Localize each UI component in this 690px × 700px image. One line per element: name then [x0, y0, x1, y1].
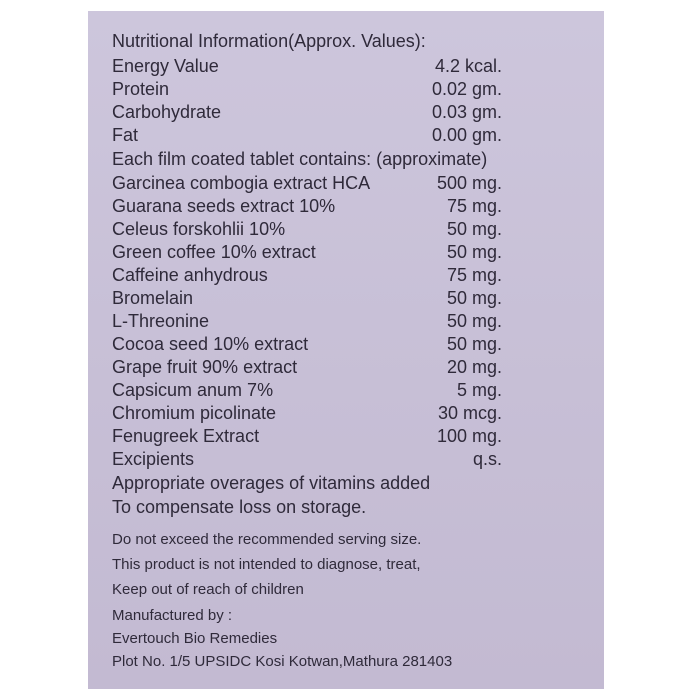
ingredient-name: Caffeine anhydrous	[112, 265, 268, 285]
ingredient-amount: 50 mg.	[446, 219, 502, 239]
ingredient-amount: 20 mg.	[446, 357, 502, 377]
ingredient-amount: 50 mg.	[446, 288, 502, 308]
ingredient-amount: 75 mg.	[446, 196, 502, 216]
nutrient-amount: 0.02 gm.	[431, 79, 502, 99]
ingredient-name: Celeus forskohlii 10%	[112, 219, 286, 239]
ingredient-name: L-Threonine	[112, 311, 210, 331]
nutrient-amount: 0.03 gm.	[431, 102, 502, 122]
warning-serving-size: Do not exceed the recommended serving size.	[112, 531, 422, 548]
manufacturer-name: Evertouch Bio Remedies	[112, 630, 278, 647]
ingredient-amount: 100 mg.	[436, 426, 502, 446]
ingredient-amount: 5 mg.	[456, 380, 502, 400]
nutrition-heading: Nutritional Information(Approx. Values):	[112, 31, 426, 51]
ingredient-amount: 50 mg.	[446, 334, 502, 354]
overages-note-line1: Appropriate overages of vitamins added	[112, 473, 431, 493]
ingredient-name: Fenugreek Extract	[112, 426, 260, 446]
warning-keep-away-children: Keep out of reach of children	[112, 581, 304, 598]
overages-note-line2: To compensate loss on storage.	[112, 497, 367, 517]
ingredient-name: Guarana seeds extract 10%	[112, 196, 336, 216]
manufacturer-label: Manufactured by :	[112, 607, 233, 624]
ingredient-name: Grape fruit 90% extract	[112, 357, 298, 377]
warning-not-diagnostic: This product is not intended to diagnose, treat,	[112, 556, 421, 573]
ingredient-name: Bromelain	[112, 288, 194, 308]
ingredient-amount: q.s.	[472, 449, 502, 469]
ingredient-amount: 30 mcg.	[437, 403, 502, 423]
ingredient-amount: 75 mg.	[446, 265, 502, 285]
ingredient-amount: 50 mg.	[446, 242, 502, 262]
ingredient-name: Chromium picolinate	[112, 403, 277, 423]
ingredient-amount: 500 mg.	[436, 173, 502, 193]
ingredient-name: Capsicum anum 7%	[112, 380, 274, 400]
nutrient-name: Protein	[112, 79, 170, 99]
nutrient-name: Carbohydrate	[112, 102, 222, 122]
ingredient-amount: 50 mg.	[446, 311, 502, 331]
ingredient-name: Green coffee 10% extract	[112, 242, 316, 262]
nutrient-amount: 4.2 kcal.	[434, 56, 502, 76]
ingredient-name: Excipients	[112, 449, 195, 469]
ingredient-name: Cocoa seed 10% extract	[112, 334, 309, 354]
ingredient-name: Garcinea combogia extract HCA	[112, 173, 371, 193]
nutrient-amount: 0.00 gm.	[431, 125, 502, 145]
nutrient-name: Energy Value	[112, 56, 219, 76]
manufacturer-address: Plot No. 1/5 UPSIDC Kosi Kotwan,Mathura 281403	[112, 653, 453, 670]
nutrient-name: Fat	[112, 125, 139, 145]
tablet-composition-heading: Each film coated tablet contains: (approximate)	[112, 149, 488, 169]
